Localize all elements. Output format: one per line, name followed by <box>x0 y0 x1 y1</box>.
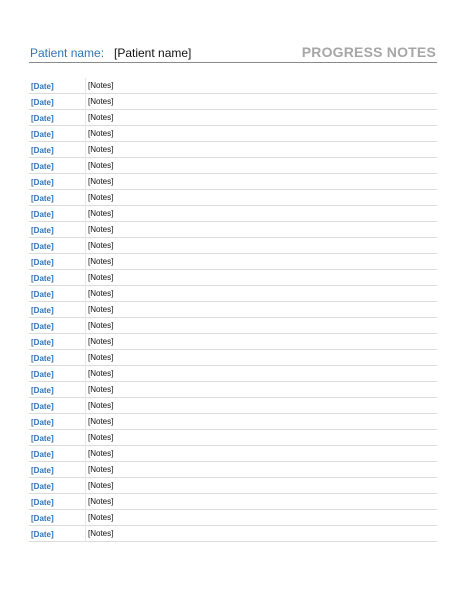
patient-name-label: Patient name: <box>30 46 105 60</box>
note-row <box>29 462 437 478</box>
note-text[interactable]: [Notes] <box>88 481 114 490</box>
note-text[interactable]: [Notes] <box>88 193 114 202</box>
note-row <box>29 222 437 238</box>
page-header <box>29 44 437 63</box>
note-row <box>29 270 437 286</box>
document-title: PROGRESS NOTES <box>301 44 436 60</box>
note-date[interactable]: [Date] <box>31 194 54 203</box>
note-text[interactable]: [Notes] <box>88 113 114 122</box>
note-date[interactable]: [Date] <box>31 130 54 139</box>
note-row <box>29 254 437 270</box>
note-row <box>29 158 437 174</box>
note-date[interactable]: [Date] <box>31 386 54 395</box>
note-date[interactable]: [Date] <box>31 162 54 171</box>
note-row <box>29 126 437 142</box>
note-row <box>29 206 437 222</box>
note-date[interactable]: [Date] <box>31 114 54 123</box>
note-date[interactable]: [Date] <box>31 514 54 523</box>
note-text[interactable]: [Notes] <box>88 401 114 410</box>
note-date[interactable]: [Date] <box>31 146 54 155</box>
note-text[interactable]: [Notes] <box>88 97 114 106</box>
note-date[interactable]: [Date] <box>31 482 54 491</box>
note-row <box>29 398 437 414</box>
note-text[interactable]: [Notes] <box>88 529 114 538</box>
note-text[interactable]: [Notes] <box>88 513 114 522</box>
note-date[interactable]: [Date] <box>31 370 54 379</box>
note-text[interactable]: [Notes] <box>88 337 114 346</box>
note-row <box>29 366 437 382</box>
note-text[interactable]: [Notes] <box>88 305 114 314</box>
note-text[interactable]: [Notes] <box>88 289 114 298</box>
note-row <box>29 446 437 462</box>
note-date[interactable]: [Date] <box>31 242 54 251</box>
note-date[interactable]: [Date] <box>31 338 54 347</box>
note-date[interactable]: [Date] <box>31 290 54 299</box>
note-row <box>29 94 437 110</box>
note-text[interactable]: [Notes] <box>88 273 114 282</box>
note-row <box>29 78 437 94</box>
note-text[interactable]: [Notes] <box>88 209 114 218</box>
note-row <box>29 430 437 446</box>
note-text[interactable]: [Notes] <box>88 225 114 234</box>
note-row <box>29 334 437 350</box>
note-text[interactable]: [Notes] <box>88 369 114 378</box>
note-row <box>29 414 437 430</box>
note-row <box>29 142 437 158</box>
note-date[interactable]: [Date] <box>31 98 54 107</box>
patient-name-value[interactable]: [Patient name] <box>114 46 192 60</box>
note-date[interactable]: [Date] <box>31 306 54 315</box>
note-text[interactable]: [Notes] <box>88 161 114 170</box>
note-date[interactable]: [Date] <box>31 274 54 283</box>
note-row <box>29 382 437 398</box>
note-date[interactable]: [Date] <box>31 466 54 475</box>
note-text[interactable]: [Notes] <box>88 145 114 154</box>
note-date[interactable]: [Date] <box>31 530 54 539</box>
notes-list <box>29 78 437 542</box>
note-row <box>29 350 437 366</box>
note-row <box>29 190 437 206</box>
note-date[interactable]: [Date] <box>31 82 54 91</box>
note-text[interactable]: [Notes] <box>88 129 114 138</box>
note-text[interactable]: [Notes] <box>88 241 114 250</box>
note-row <box>29 494 437 510</box>
note-date[interactable]: [Date] <box>31 418 54 427</box>
note-row <box>29 238 437 254</box>
note-row <box>29 302 437 318</box>
note-row <box>29 110 437 126</box>
note-text[interactable]: [Notes] <box>88 497 114 506</box>
note-text[interactable]: [Notes] <box>88 433 114 442</box>
note-text[interactable]: [Notes] <box>88 417 114 426</box>
note-text[interactable]: [Notes] <box>88 321 114 330</box>
note-text[interactable]: [Notes] <box>88 257 114 266</box>
note-row <box>29 526 437 542</box>
note-date[interactable]: [Date] <box>31 354 54 363</box>
note-row <box>29 478 437 494</box>
note-date[interactable]: [Date] <box>31 402 54 411</box>
note-date[interactable]: [Date] <box>31 498 54 507</box>
note-date[interactable]: [Date] <box>31 210 54 219</box>
note-row <box>29 286 437 302</box>
note-row <box>29 318 437 334</box>
note-date[interactable]: [Date] <box>31 226 54 235</box>
note-text[interactable]: [Notes] <box>88 385 114 394</box>
note-text[interactable]: [Notes] <box>88 449 114 458</box>
note-date[interactable]: [Date] <box>31 178 54 187</box>
note-row <box>29 174 437 190</box>
note-date[interactable]: [Date] <box>31 258 54 267</box>
note-date[interactable]: [Date] <box>31 450 54 459</box>
note-text[interactable]: [Notes] <box>88 465 114 474</box>
note-date[interactable]: [Date] <box>31 434 54 443</box>
note-row <box>29 510 437 526</box>
note-text[interactable]: [Notes] <box>88 81 114 90</box>
note-text[interactable]: [Notes] <box>88 353 114 362</box>
note-date[interactable]: [Date] <box>31 322 54 331</box>
note-text[interactable]: [Notes] <box>88 177 114 186</box>
